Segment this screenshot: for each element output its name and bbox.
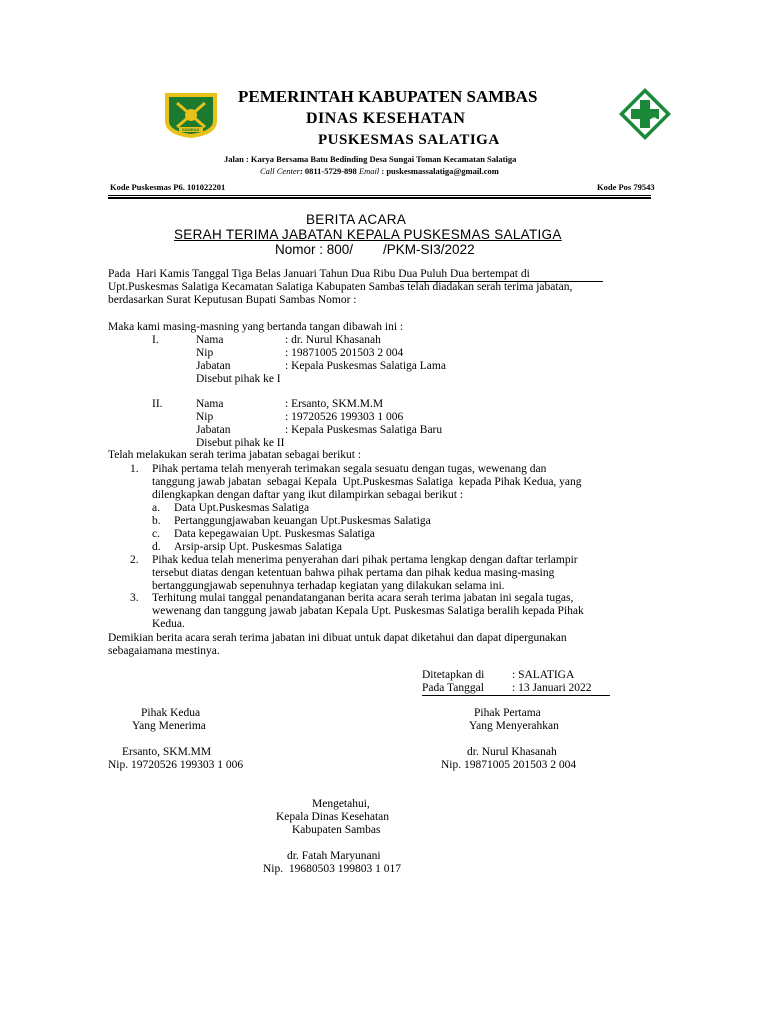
kode-puskesmas: Kode Puskesmas P6. 101022201 [110,182,226,192]
subitem-c-label: c. [152,528,160,540]
header-government: PEMERINTAH KABUPATEN SAMBAS [238,87,538,106]
party1-nama-label: Nama [196,334,224,346]
party2-number: II. [152,398,163,410]
tanggal-underline [422,695,610,696]
party2-jabatan-label: Jabatan [196,424,231,436]
left-signatory-nip: Nip. 19720526 199303 1 006 [108,759,244,771]
item3-line-1: Terhitung mulai tanggal penandatanganan berita acara serah terima jabatan ini segala tugas, [152,592,574,604]
item2-number: 2. [130,554,139,566]
right-signatory-nip: Nip. 19871005 201503 2 004 [441,759,577,771]
party2-disebut: Disebut pihak ke II [196,437,285,449]
subitem-c-text: Data kepegawaian Upt. Puskesmas Salatiga [174,528,375,540]
maka-line: Maka kami masing-masning yang bertanda tangan dibawah ini : [108,321,404,333]
logo-text: SAMBAS [182,127,200,132]
subitem-a-label: a. [152,502,160,514]
item2-line-2: tersebut diatas dengan ketentuan bahwa pihak pertama dan pihak kedua masing-masing [152,567,555,579]
kepala-line-2: Kabupaten Sambas [292,824,381,836]
party1-number: I. [152,334,159,346]
call-center-number: : 0811-5729-898 [299,166,359,176]
party1-nip: : 19871005 201503 2 004 [285,347,404,359]
item1-number: 1. [130,463,139,475]
tanggal-value: : 13 Januari 2022 [512,682,592,694]
header-contact [260,166,499,176]
item3-line-3: Kedua. [152,618,185,630]
kepala-nip: Nip. 19680503 199803 1 017 [263,863,401,875]
left-role-1: Pihak Kedua [141,707,201,719]
telah-line: Telah melakukan serah terima jabatan sebagai berikut : [108,449,362,461]
mengetahui: Mengetahui, [312,798,370,810]
email-label: Email [358,166,380,176]
party1-jabatan: : Kepala Puskesmas Salatiga Lama [285,360,446,372]
intro-line-3: berdasarkan Surat Keputusan Bupati Sambas Nomor : [108,294,357,306]
kepala-name: dr. Fatah Maryunani [287,850,381,862]
item2-line-3: bertanggungjawab sepenuhnya terhadap kegiatan yang dilakukan selama ini. [152,580,505,592]
demikian-line-1: Demikian berita acara serah terima jabatan ini dibuat untuk dapat diketahui dan dapat dipergunakan [108,632,567,644]
party2-nama: : Ersanto, SKM.M.M [285,398,384,410]
document-title: BERITA ACARA [306,212,407,227]
party2-nama-label: Nama [196,398,224,410]
subitem-a-text: Data Upt.Puskesmas Salatiga [174,502,310,514]
item3-line-2: wewenang dan tanggung jawab jabatan Kepala Upt. Puskesmas Salatiga beralih kepada Pihak [152,605,584,617]
kepala-line-1: Kepala Dinas Kesehatan [276,811,390,823]
ditetapkan-label: Ditetapkan di [422,669,485,681]
intro-line-1: Pada Hari Kamis Tanggal Tiga Belas Januari Tahun Dua Ribu Dua Puluh Dua bertempat di [108,268,530,280]
subitem-d-text: Arsip-arsip Upt. Puskesmas Salatiga [174,541,343,553]
kode-pos: Kode Pos 79543 [597,182,655,192]
party1-nip-label: Nip [196,347,214,359]
document-number: Nomor : 800/ /PKM-SI3/2022 [275,242,475,257]
subitem-b-text: Pertanggungjawaban keuangan Upt.Puskesmas Salatiga [174,515,431,527]
intro-line-2: Upt.Puskesmas Salatiga Kecamatan Salatiga Kabupaten Sambas telah diadakan serah terima jabatan, [108,281,573,293]
left-signatory-name: Ersanto, SKM.MM [122,746,212,758]
health-cross-icon [617,86,673,142]
header-divider-thick [108,197,651,199]
document-subtitle: SERAH TERIMA JABATAN KEPALA PUSKESMAS SALATIGA [174,227,562,242]
party1-jabatan-label: Jabatan [196,360,231,372]
demikian-line-2: sebagaiamana mestinya. [108,645,220,657]
left-role-2: Yang Menerima [132,720,206,732]
item2-line-1: Pihak kedua telah menerima penyerahan dari pihak pertama lengkap dengan daftar terlampir [152,554,578,566]
party2-nip-label: Nip [196,411,214,423]
item1-line-1: Pihak pertama telah menyerah terimakan segala sesuatu dengan tugas, wewenang dan [152,463,547,475]
party2-nip: : 19720526 199303 1 006 [285,411,404,423]
item3-number: 3. [130,592,139,604]
header-puskesmas: PUSKESMAS SALATIGA [318,132,500,148]
right-role-2: Yang Menyerahkan [469,720,559,732]
sambas-logo [163,91,219,139]
party1-disebut: Disebut pihak ke I [196,373,281,385]
header-agency: DINAS KESEHATAN [306,110,466,127]
health-cross-logo [617,86,673,147]
item1-line-2: tanggung jawab jabatan sebagai Kepala Upt.Puskesmas Salatiga kepada Pihak Kedua, yang [152,476,582,488]
header-address: Jalan : Karya Bersama Batu Bedinding Desa Sungai Toman Kecamatan Salatiga [224,154,517,164]
call-center-label: Call Center [260,166,300,176]
right-signatory-name: dr. Nurul Khasanah [467,746,557,758]
ditetapkan-value: : SALATIGA [512,669,575,681]
subitem-d-label: d. [152,541,161,553]
party1-nama: : dr. Nurul Khasanah [285,334,381,346]
right-role-1: Pihak Pertama [474,707,541,719]
item1-line-3: dilengkapkan dengan daftar yang ikut dilampirkan sebagai berikut : [152,489,464,501]
party2-jabatan: : Kepala Puskesmas Salatiga Baru [285,424,443,436]
header-divider [108,195,651,196]
subitem-b-label: b. [152,515,161,527]
tanggal-label: Pada Tanggal [422,682,484,694]
email-value: : puskesmassalatiga@gmail.com [379,166,499,176]
